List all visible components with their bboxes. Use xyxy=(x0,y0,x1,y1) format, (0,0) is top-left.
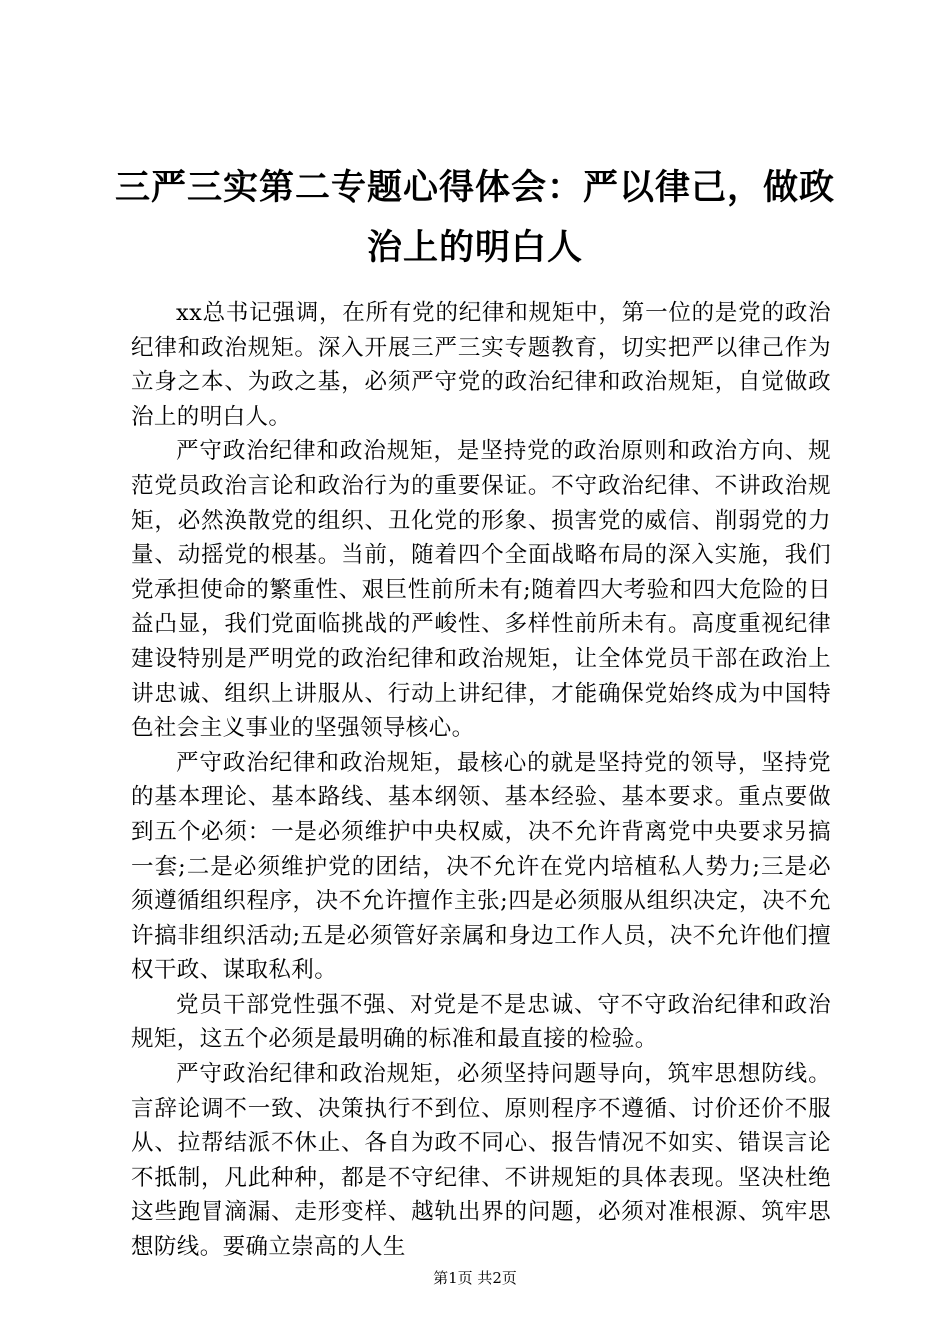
paragraph-3: 严守政治纪律和政治规矩，最核心的就是坚持党的领导，坚持党的基本理论、基本路线、基本纲领、基本经验、基本要求。重点要做到五个必须：一是必须维护中央权威，决不允许背离党中央要求另搞一套;二是必须维护党的团结，决不允许在党内培植私人势力;三是必须遵循组织程序，决不允许擅作主张;四是必须服从组织决定，决不允许搞非组织活动;五是必须管好亲属和身边工作人员，决不允许他们擅权干政、谋取私利。 xyxy=(131,749,831,984)
paragraph-5: 严守政治纪律和政治规矩，必须坚持问题导向，筑牢思想防线。言辞论调不一致、决策执行不到位、原则程序不遵循、讨价还价不服从、拉帮结派不休止、各自为政不同心、报告情况不如实、错误言论不抵制，凡此种种，都是不守纪律、不讲规矩的具体表现。坚决杜绝这些跑冒滴漏、走形变样、越轨出界的问题，必须对准根源、筑牢思想防线。要确立崇高的人生 xyxy=(131,1061,831,1261)
paragraph-4: 党员干部党性强不强、对党是不是忠诚、守不守政治纪律和政治规矩，这五个必须是最明确的标准和最直接的检验。 xyxy=(131,991,831,1053)
paragraph-2: 严守政治纪律和政治规矩，是坚持党的政治原则和政治方向、规范党员政治言论和政治行为的重要保证。不守政治纪律、不讲政治规矩，必然涣散党的组织、丑化党的形象、损害党的威信、削弱党的力量、动摇党的根基。当前，随着四个全面战略布局的深入实施，我们党承担使命的繁重性、艰巨性前所未有;随着四大考验和四大危险的日益凸显，我们党面临挑战的严峻性、多样性前所未有。高度重视纪律建设特别是严明党的政治纪律和政治规矩，让全体党员干部在政治上讲忠诚、组织上讲服从、行动上讲纪律，才能确保党始终成为中国特色社会主义事业的坚强领导核心。 xyxy=(131,438,831,742)
paragraph-1: xx总书记强调，在所有党的纪律和规矩中，第一位的是党的政治纪律和政治规矩。深入开展三严三实专题教育，切实把严以律己作为立身之本、为政之基，必须严守党的政治纪律和政治规矩，自觉做政治上的明白人。 xyxy=(131,300,831,430)
document-body xyxy=(131,296,831,1265)
page-footer: 第1页 共2页 xyxy=(433,1269,517,1287)
document-title: 三严三实第二专题心得体会：严以律己，做政治上的明白人 xyxy=(114,168,835,268)
